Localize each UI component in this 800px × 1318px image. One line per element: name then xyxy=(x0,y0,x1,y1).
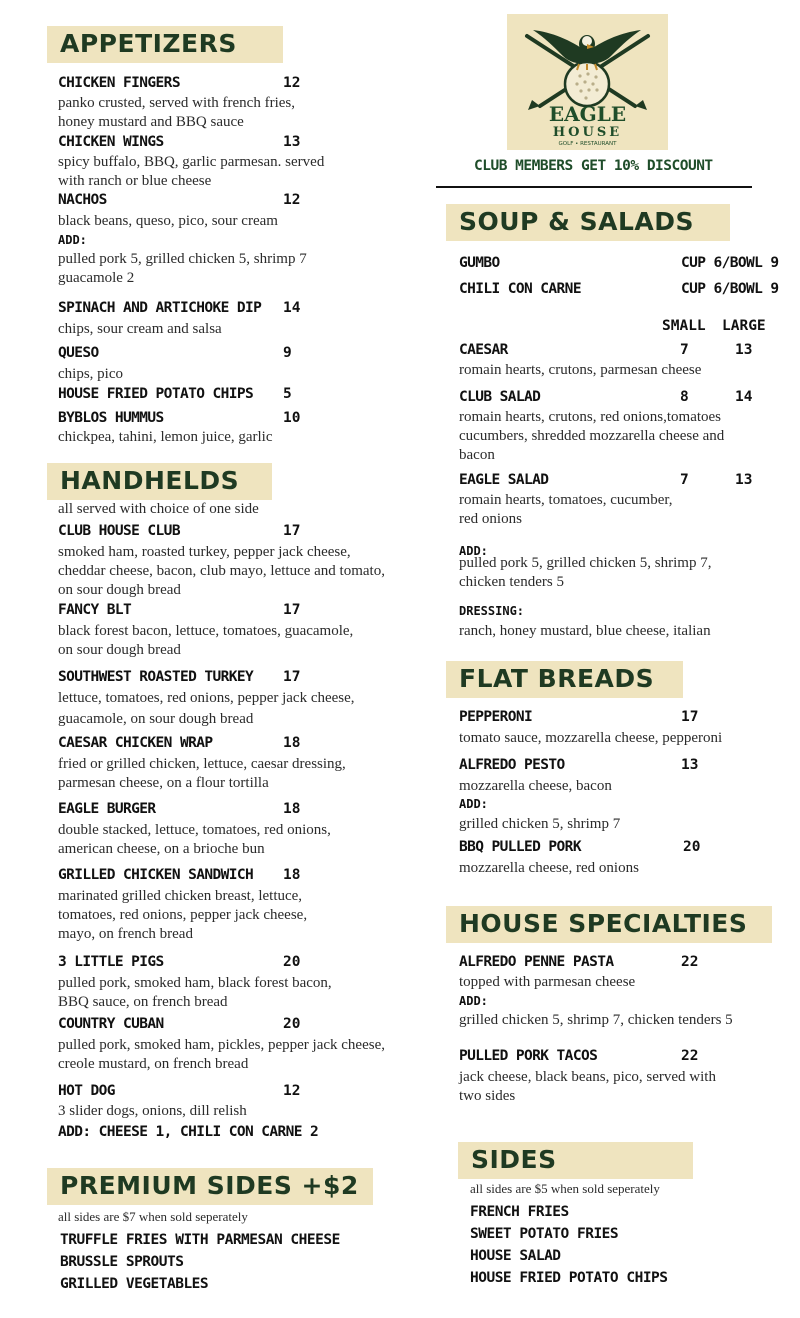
menu-item-name: BBQ PULLED PORK xyxy=(459,839,581,855)
menu-item-desc: lettuce, tomatoes, red onions, pepper jack cheese, xyxy=(58,690,355,706)
add-label: ADD: xyxy=(459,797,488,811)
size-header-small: SMALL xyxy=(662,318,706,334)
menu-item-price: 22 xyxy=(681,954,699,970)
house-specialties-banner xyxy=(446,906,772,943)
flat-breads-banner xyxy=(446,661,683,698)
menu-item-price-small: 8 xyxy=(680,389,689,405)
menu-item-desc: topped with parmesan cheese xyxy=(459,974,636,990)
menu-item-price-small: 7 xyxy=(680,472,689,488)
menu-item-desc: romain hearts, tomatoes, cucumber, xyxy=(459,492,673,508)
menu-item-price: 17 xyxy=(283,523,301,539)
side-item: HOUSE FRIED POTATO CHIPS xyxy=(470,1270,668,1286)
menu-item-price: 12 xyxy=(283,75,301,91)
menu-item-price: 12 xyxy=(283,192,301,208)
menu-item-name: QUESO xyxy=(58,345,99,361)
menu-item-name: FANCY BLT xyxy=(58,602,132,618)
menu-item-price: 20 xyxy=(283,954,301,970)
menu-item-desc: mayo, on french bread xyxy=(58,926,193,942)
menu-item-desc: BBQ sauce, on french bread xyxy=(58,994,228,1010)
menu-item-desc: black forest bacon, lettuce, tomatoes, guacamole, xyxy=(58,623,354,639)
menu-item-desc: chickpea, tahini, lemon juice, garlic xyxy=(58,429,273,445)
sides-title: SIDES xyxy=(471,1145,557,1174)
menu-item-desc: chips, pico xyxy=(58,366,123,382)
menu-item-name: ALFREDO PESTO xyxy=(459,757,565,773)
menu-item-price: 20 xyxy=(283,1016,301,1032)
menu-item-name: EAGLE BURGER xyxy=(58,801,156,817)
menu-item-name: CHICKEN WINGS xyxy=(58,134,164,150)
menu-item-price-small: 7 xyxy=(680,342,689,358)
section-note: all sides are $5 when sold seperately xyxy=(470,1181,660,1196)
menu-item-desc: pulled pork, smoked ham, pickles, pepper jack cheese, xyxy=(58,1037,385,1053)
menu-item-desc: 3 slider dogs, onions, dill relish xyxy=(58,1103,247,1119)
menu-item-name: GRILLED CHICKEN SANDWICH xyxy=(58,867,254,883)
menu-item-name: CLUB SALAD xyxy=(459,389,541,405)
add-options: pulled pork 5, grilled chicken 5, shrimp 7 xyxy=(58,251,307,267)
menu-item-price: CUP 6/BOWL 9 xyxy=(681,281,779,297)
menu-item-desc: guacamole, on sour dough bread xyxy=(58,711,254,727)
menu-item-desc: romain hearts, crutons, red onions,tomatoes xyxy=(459,409,722,425)
menu-item-desc: tomato sauce, mozzarella cheese, pepperoni xyxy=(459,730,723,746)
menu-item-price-large: 13 xyxy=(735,472,753,488)
add-options: pulled pork 5, grilled chicken 5, shrimp 7, xyxy=(459,555,712,571)
menu-item-price: 18 xyxy=(283,867,301,883)
menu-item-desc: marinated grilled chicken breast, lettuce, xyxy=(58,888,303,904)
menu-item-name: PULLED PORK TACOS xyxy=(459,1048,598,1064)
section-note: all sides are $7 when sold seperately xyxy=(58,1209,248,1224)
logo-tagline: GOLF • RESTAURANT xyxy=(558,141,617,147)
menu-item-desc: parmesan cheese, on a flour tortilla xyxy=(58,775,269,791)
menu-item-desc: fried or grilled chicken, lettuce, caesar dressing, xyxy=(58,756,346,772)
menu-item-name: GUMBO xyxy=(459,255,500,271)
logo-name: EAGLE xyxy=(548,102,627,126)
menu-item-price: 17 xyxy=(283,602,301,618)
flat-breads-title: FLAT BREADS xyxy=(459,664,655,693)
house-specialties-title: HOUSE SPECIALTIES xyxy=(459,909,748,938)
menu-item-name: CHICKEN FINGERS xyxy=(58,75,180,91)
menu-item-name: SOUTHWEST ROASTED TURKEY xyxy=(58,669,254,685)
appetizers-banner xyxy=(47,26,283,63)
menu-item-desc: cheddar cheese, bacon, club mayo, lettuce and tomato, xyxy=(58,563,385,579)
appetizers-title: APPETIZERS xyxy=(60,29,237,58)
dressing-label: DRESSING: xyxy=(459,604,525,618)
menu-item-desc: romain hearts, crutons, parmesan cheese xyxy=(459,362,702,378)
side-item: BRUSSLE SPROUTS xyxy=(60,1254,184,1270)
add-options: grilled chicken 5, shrimp 7 xyxy=(459,816,621,832)
menu-item-desc: black beans, queso, pico, sour cream xyxy=(58,213,278,229)
menu-item-desc: pulled pork, smoked ham, black forest bacon, xyxy=(58,975,332,991)
side-item: TRUFFLE FRIES WITH PARMESAN CHEESE xyxy=(60,1232,340,1248)
menu-item-desc: cucumbers, shredded mozzarella cheese and xyxy=(459,428,725,444)
menu-item-price: 5 xyxy=(283,386,292,402)
menu-item-price: 18 xyxy=(283,801,301,817)
menu-item-name: ALFREDO PENNE PASTA xyxy=(459,954,614,970)
menu-item-name: BYBLOS HUMMUS xyxy=(58,410,164,426)
add-options: chicken tenders 5 xyxy=(459,574,564,590)
menu-item-price: 14 xyxy=(283,300,301,316)
menu-item-desc: two sides xyxy=(459,1088,516,1104)
handhelds-title: HANDHELDS xyxy=(60,466,240,495)
menu-item-desc: chips, sour cream and salsa xyxy=(58,321,222,337)
menu-item-price: 22 xyxy=(681,1048,699,1064)
menu-item-desc: mozzarella cheese, bacon xyxy=(459,778,612,794)
eagle-golf-icon xyxy=(507,14,668,150)
menu-item-name: CLUB HOUSE CLUB xyxy=(58,523,180,539)
handhelds-banner xyxy=(47,463,272,500)
premium-sides-banner xyxy=(47,1168,373,1205)
menu-item-desc: panko crusted, served with french fries, xyxy=(58,95,295,111)
promo-text: CLUB MEMBERS GET 10% DISCOUNT xyxy=(474,158,713,174)
side-item: SWEET POTATO FRIES xyxy=(470,1226,619,1242)
menu-item-name: HOT DOG xyxy=(58,1083,115,1099)
menu-item-name: EAGLE SALAD xyxy=(459,472,549,488)
menu-item-price: 20 xyxy=(683,839,701,855)
add-label: ADD: xyxy=(58,233,87,247)
add-label: ADD: xyxy=(459,994,488,1008)
menu-item-name: CAESAR xyxy=(459,342,508,358)
menu-item-price: 12 xyxy=(283,1083,301,1099)
menu-item-desc: on sour dough bread xyxy=(58,642,181,658)
menu-item-price: 18 xyxy=(283,735,301,751)
menu-item-name: CAESAR CHICKEN WRAP xyxy=(58,735,213,751)
menu-item-desc: double stacked, lettuce, tomatoes, red onions, xyxy=(58,822,331,838)
menu-item-desc: spicy buffalo, BBQ, garlic parmesan. served xyxy=(58,154,325,170)
menu-item-desc: honey mustard and BBQ sauce xyxy=(58,114,244,130)
menu-item-desc: tomatoes, red onions, pepper jack cheese, xyxy=(58,907,308,923)
menu-item-name: PEPPERONI xyxy=(459,709,533,725)
menu-item-desc: smoked ham, roasted turkey, pepper jack cheese, xyxy=(58,544,351,560)
menu-item-desc: with ranch or blue cheese xyxy=(58,173,212,189)
menu-item-name: SPINACH AND ARTICHOKE DIP xyxy=(58,300,262,316)
menu-item-price: 13 xyxy=(283,134,301,150)
menu-item-name: HOUSE FRIED POTATO CHIPS xyxy=(58,386,254,402)
divider xyxy=(436,186,752,188)
menu-item-name: NACHOS xyxy=(58,192,107,208)
menu-item-price: CUP 6/BOWL 9 xyxy=(681,255,779,271)
side-item: GRILLED VEGETABLES xyxy=(60,1276,209,1292)
menu-item-name: 3 LITTLE PIGS xyxy=(58,954,164,970)
menu-item-price-large: 14 xyxy=(735,389,753,405)
menu-item-desc: mozzarella cheese, red onions xyxy=(459,860,639,876)
size-header-large: LARGE xyxy=(722,318,766,334)
side-item: FRENCH FRIES xyxy=(470,1204,569,1220)
menu-item-price: 17 xyxy=(681,709,699,725)
section-note: all served with choice of one side xyxy=(58,501,259,517)
menu-item-desc: bacon xyxy=(459,447,495,463)
logo-subname: HOUSE xyxy=(552,125,623,140)
menu-item-desc: jack cheese, black beans, pico, served with xyxy=(459,1069,716,1085)
menu-item-name: COUNTRY CUBAN xyxy=(58,1016,164,1032)
menu-item-price: 9 xyxy=(283,345,292,361)
soup-salads-title: SOUP & SALADS xyxy=(459,207,694,236)
menu-item-price: 13 xyxy=(681,757,699,773)
premium-sides-title: PREMIUM SIDES +$2 xyxy=(60,1171,359,1200)
menu-item-desc: on sour dough bread xyxy=(58,582,181,598)
menu-item-desc: creole mustard, on french bread xyxy=(58,1056,249,1072)
menu-item-price: 10 xyxy=(283,410,301,426)
menu-item-price-large: 13 xyxy=(735,342,753,358)
add-options: grilled chicken 5, shrimp 7, chicken tenders 5 xyxy=(459,1012,733,1028)
dressing-options: ranch, honey mustard, blue cheese, italian xyxy=(459,623,711,639)
sides-banner xyxy=(458,1142,693,1179)
soup-salads-banner xyxy=(446,204,730,241)
menu-item-desc: red onions xyxy=(459,511,522,527)
menu-item-price: 17 xyxy=(283,669,301,685)
add-options-extra: ADD: CHEESE 1, CHILI CON CARNE 2 xyxy=(58,1124,319,1140)
menu-item-name: CHILI CON CARNE xyxy=(459,281,581,297)
menu-item-desc: american cheese, on a brioche bun xyxy=(58,841,265,857)
add-options: guacamole 2 xyxy=(58,270,135,286)
side-item: HOUSE SALAD xyxy=(470,1248,561,1264)
add-label: ADD: xyxy=(459,544,488,558)
restaurant-logo xyxy=(507,14,668,150)
